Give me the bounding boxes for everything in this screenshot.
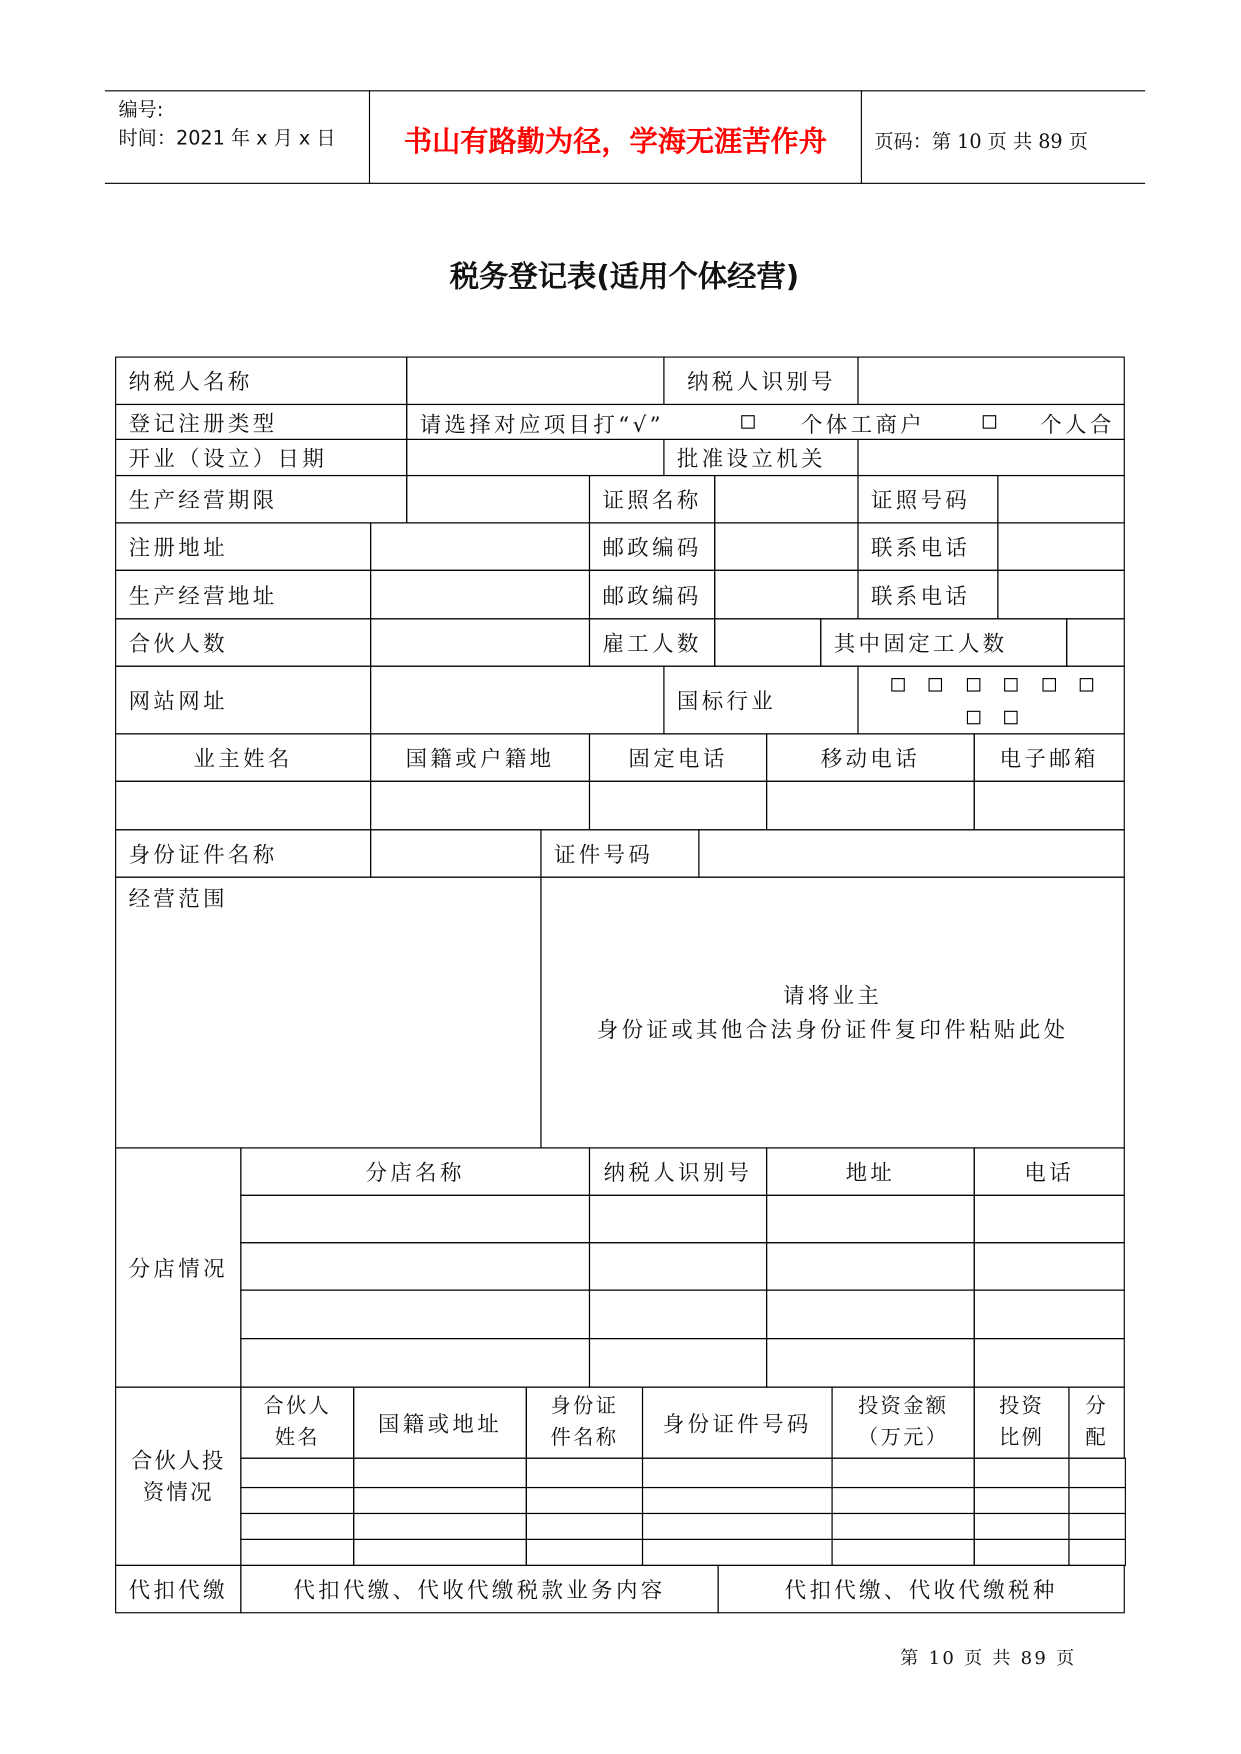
partner-cell[interactable] bbox=[240, 1487, 354, 1514]
approval-authority-field[interactable] bbox=[857, 439, 1124, 476]
checkbox-partnership[interactable] bbox=[983, 415, 997, 429]
option-partnership: 个人合 bbox=[1040, 412, 1115, 438]
doc-time-label: 时间：2021 年 x 月 x 日 bbox=[118, 127, 336, 151]
header-partner-id-no: 身份证件号码 bbox=[642, 1387, 833, 1459]
taxpayer-id-field[interactable] bbox=[857, 357, 1124, 406]
partner-cell[interactable] bbox=[831, 1513, 974, 1540]
partner-cell[interactable] bbox=[1068, 1487, 1126, 1514]
branch-cell[interactable] bbox=[974, 1242, 1125, 1291]
industry-code-box[interactable] bbox=[1080, 678, 1094, 692]
page-info: 页码：第 10 页 共 89 页 bbox=[874, 130, 1088, 154]
header-branch-taxid: 纳税人识别号 bbox=[589, 1147, 767, 1196]
label-period: 生产经营期限 bbox=[115, 475, 407, 524]
label-fixed-workers: 其中固定工人数 bbox=[820, 618, 1067, 667]
partner-cell[interactable] bbox=[642, 1513, 833, 1540]
motto: 书山有路勤为径，学海无涯苦作舟 bbox=[403, 125, 827, 158]
paste-instruction-line2: 身份证或其他合法身份证件复印件粘贴此处 bbox=[596, 1017, 1069, 1042]
partner-cell[interactable] bbox=[1068, 1539, 1126, 1566]
business-scope[interactable] bbox=[115, 877, 541, 1149]
partner-cell[interactable] bbox=[240, 1539, 354, 1566]
label-approval-authority: 批准设立机关 bbox=[663, 439, 858, 476]
landline-field[interactable] bbox=[589, 781, 767, 831]
id-copy-paste-area bbox=[540, 877, 1124, 1149]
header-top-rule bbox=[105, 90, 1145, 91]
label-industry: 国标行业 bbox=[663, 666, 858, 735]
label-biz-postcode: 邮政编码 bbox=[589, 570, 715, 620]
label-withhold: 代扣代缴 bbox=[115, 1565, 241, 1614]
phone-field[interactable] bbox=[997, 522, 1124, 571]
id-no-field[interactable] bbox=[698, 829, 1124, 878]
header-withhold-tax: 代扣代缴、代收代缴税种 bbox=[718, 1565, 1125, 1614]
partner-cell[interactable] bbox=[974, 1487, 1070, 1514]
label-employees: 雇工人数 bbox=[589, 618, 715, 667]
branch-cell[interactable] bbox=[766, 1195, 975, 1244]
label-partner-invest: 合伙人投资情况 bbox=[115, 1387, 241, 1566]
header-partner-distribution: 分配 bbox=[1068, 1387, 1124, 1459]
label-taxpayer-name: 纳税人名称 bbox=[115, 357, 407, 406]
partner-cell[interactable] bbox=[526, 1539, 643, 1566]
biz-address-field[interactable] bbox=[370, 570, 590, 620]
taxpayer-name-field[interactable] bbox=[406, 357, 664, 406]
license-no-field[interactable] bbox=[997, 475, 1124, 524]
label-license-no: 证照号码 bbox=[857, 475, 998, 524]
label-scope: 经营范围 bbox=[128, 886, 228, 912]
partner-cell[interactable] bbox=[353, 1539, 527, 1566]
branch-cell[interactable] bbox=[766, 1242, 975, 1291]
partner-cell[interactable] bbox=[642, 1458, 833, 1488]
partner-cell[interactable] bbox=[974, 1458, 1070, 1488]
partner-cell[interactable] bbox=[642, 1487, 833, 1514]
partner-cell[interactable] bbox=[831, 1487, 974, 1514]
label-open-date: 开业（设立）日期 bbox=[115, 439, 407, 476]
branch-cell[interactable] bbox=[974, 1195, 1125, 1244]
biz-postcode-field[interactable] bbox=[714, 570, 858, 620]
header-branch-name: 分店名称 bbox=[240, 1147, 590, 1196]
nationality-field[interactable] bbox=[370, 781, 590, 831]
branch-cell[interactable] bbox=[766, 1338, 975, 1388]
label-partners-count: 合伙人数 bbox=[115, 618, 371, 667]
partner-cell[interactable] bbox=[831, 1458, 974, 1488]
branch-cell[interactable] bbox=[766, 1290, 975, 1340]
reg-type-hint: 请选择对应项目打“√” bbox=[419, 412, 664, 438]
branch-cell[interactable] bbox=[589, 1242, 767, 1291]
label-phone: 联系电话 bbox=[857, 522, 998, 571]
branch-cell[interactable] bbox=[974, 1290, 1125, 1340]
header-owner-name: 业主姓名 bbox=[115, 733, 371, 782]
label-branch: 分店情况 bbox=[115, 1147, 241, 1387]
branch-cell[interactable] bbox=[240, 1195, 590, 1244]
email-field[interactable] bbox=[974, 781, 1125, 831]
label-license-name: 证照名称 bbox=[589, 475, 715, 524]
industry-code-box[interactable] bbox=[929, 678, 943, 692]
partner-cell[interactable] bbox=[240, 1458, 354, 1488]
partner-cell[interactable] bbox=[240, 1513, 354, 1540]
partner-cell[interactable] bbox=[526, 1458, 643, 1488]
doc-number-label: 编号: bbox=[118, 99, 164, 122]
header-mobile: 移动电话 bbox=[766, 733, 975, 782]
header-branch-address: 地址 bbox=[766, 1147, 975, 1196]
header-partner-name: 合伙人姓名 bbox=[240, 1387, 354, 1459]
industry-code-box[interactable] bbox=[967, 711, 981, 725]
label-biz-phone: 联系电话 bbox=[857, 570, 998, 620]
partner-cell[interactable] bbox=[974, 1513, 1070, 1540]
reg-address-field[interactable] bbox=[370, 522, 590, 571]
label-biz-address: 生产经营地址 bbox=[115, 570, 371, 620]
page-title: 税务登记表(适用个体经营) bbox=[449, 260, 800, 295]
partners-count-field[interactable] bbox=[370, 618, 590, 667]
branch-cell[interactable] bbox=[240, 1242, 590, 1291]
branch-cell[interactable] bbox=[240, 1338, 590, 1388]
employees-field[interactable] bbox=[714, 618, 821, 667]
option-individual: 个体工商户 bbox=[801, 412, 926, 438]
industry-code-box[interactable] bbox=[967, 678, 981, 692]
partner-cell[interactable] bbox=[974, 1539, 1070, 1566]
paste-instruction-line1: 请将业主 bbox=[782, 983, 883, 1009]
header-partner-id-type: 身份证件名称 bbox=[526, 1387, 643, 1459]
id-type-field[interactable] bbox=[370, 829, 541, 878]
postcode-field[interactable] bbox=[714, 522, 858, 571]
owner-name-field[interactable] bbox=[115, 781, 371, 831]
checkbox-individual[interactable] bbox=[741, 415, 755, 429]
partner-cell[interactable] bbox=[353, 1458, 527, 1488]
open-date-field[interactable] bbox=[406, 439, 664, 476]
header-branch-phone: 电话 bbox=[974, 1147, 1125, 1196]
header-landline: 固定电话 bbox=[589, 733, 767, 782]
partner-cell[interactable] bbox=[1068, 1513, 1126, 1540]
fixed-workers-field[interactable] bbox=[1066, 618, 1125, 667]
partner-cell[interactable] bbox=[353, 1513, 527, 1540]
partner-cell[interactable] bbox=[526, 1513, 643, 1540]
header-divider bbox=[861, 90, 862, 184]
period-field[interactable] bbox=[406, 475, 590, 524]
header-nationality: 国籍或户籍地 bbox=[370, 733, 590, 782]
partner-cell[interactable] bbox=[353, 1487, 527, 1514]
page-footer: 第 10 页 共 89 页 bbox=[900, 1647, 1077, 1669]
label-id-no: 证件号码 bbox=[540, 829, 699, 878]
label-id-type: 身份证件名称 bbox=[115, 829, 371, 878]
branch-cell[interactable] bbox=[589, 1338, 767, 1388]
label-reg-type: 登记注册类型 bbox=[115, 404, 407, 440]
industry-code-boxes bbox=[857, 666, 1124, 735]
header-email: 电子邮箱 bbox=[974, 733, 1125, 782]
industry-code-box[interactable] bbox=[891, 678, 905, 692]
label-postcode: 邮政编码 bbox=[589, 522, 715, 571]
partner-cell[interactable] bbox=[831, 1539, 974, 1566]
license-name-field[interactable] bbox=[714, 475, 858, 524]
branch-cell[interactable] bbox=[589, 1290, 767, 1340]
header-partner-amount: 投资金额（万元） bbox=[831, 1387, 974, 1459]
website-field[interactable] bbox=[370, 666, 664, 735]
industry-code-box[interactable] bbox=[1004, 711, 1018, 725]
biz-phone-field[interactable] bbox=[997, 570, 1124, 620]
branch-cell[interactable] bbox=[240, 1290, 590, 1340]
header-bottom-rule bbox=[105, 183, 1145, 184]
reg-type-field bbox=[406, 404, 1125, 440]
branch-cell[interactable] bbox=[974, 1338, 1125, 1388]
label-taxpayer-id: 纳税人识别号 bbox=[663, 357, 858, 406]
label-reg-address: 注册地址 bbox=[115, 522, 371, 571]
industry-code-box[interactable] bbox=[1004, 678, 1018, 692]
header-withhold-content: 代扣代缴、代收代缴税款业务内容 bbox=[240, 1565, 718, 1614]
partner-cell[interactable] bbox=[526, 1487, 643, 1514]
header-partner-nationality: 国籍或地址 bbox=[353, 1387, 527, 1459]
partner-cell[interactable] bbox=[642, 1539, 833, 1566]
header-partner-ratio: 投资比例 bbox=[974, 1387, 1070, 1459]
mobile-field[interactable] bbox=[766, 781, 975, 831]
industry-code-box[interactable] bbox=[1042, 678, 1056, 692]
branch-cell[interactable] bbox=[589, 1195, 767, 1244]
partner-cell[interactable] bbox=[1068, 1458, 1126, 1488]
label-website: 网站网址 bbox=[115, 666, 371, 735]
